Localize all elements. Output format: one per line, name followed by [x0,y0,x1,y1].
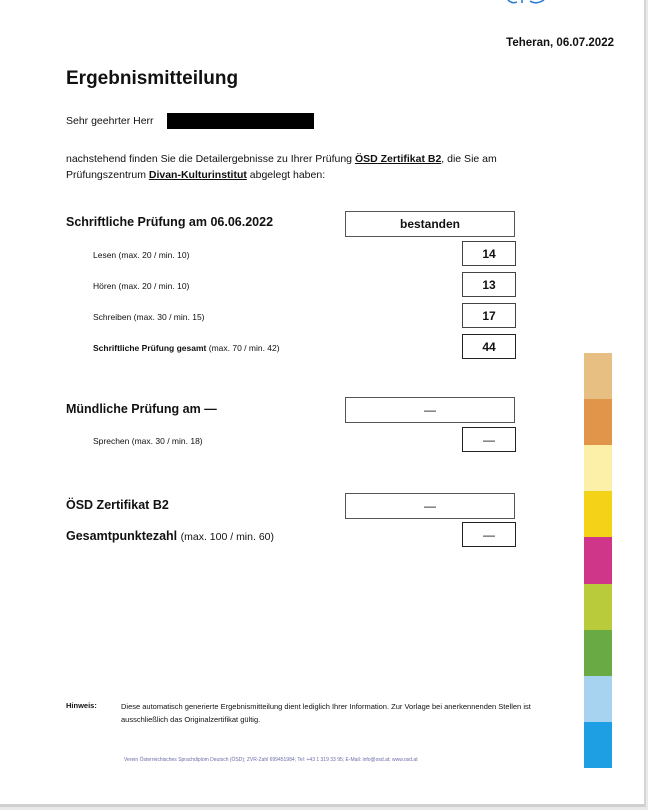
listening-range: (max. 20 / min. 10) [118,281,190,291]
speaking-score: — [462,427,516,452]
speaking-label: Sprechen [93,436,130,446]
listening-label: Hören [93,281,117,291]
stripe-1 [584,353,612,399]
stripe-4 [584,491,612,537]
exam-name: ÖSD Zertifikat B2 [354,153,442,165]
written-exam-title: Schriftliche Prüfung am 06.06.2022 [66,215,274,229]
listening-row [93,281,189,291]
intro-text-3: Prüfungszentrum [66,169,149,181]
stripe-3 [584,445,612,491]
written-result-box: bestanden [345,211,515,237]
certificate-result-box: — [345,493,515,519]
total-points-row [66,529,274,543]
total-points-label: Gesamtpunktezahl [66,529,178,543]
stripe-9 [584,722,612,768]
color-stripe [584,353,612,768]
stripe-6 [584,584,612,630]
writing-label: Schreiben [93,312,132,322]
reading-label: Lesen [93,250,117,260]
intro-text-4: abgelegt haben: [246,169,326,181]
writing-range: (max. 30 / min. 15) [133,312,205,322]
intro-text-2: , die Sie am [441,153,497,165]
written-total-score: 44 [462,334,516,359]
stripe-5 [584,537,612,583]
writing-row [93,312,205,322]
institute-name: Divan-Kulturinstitut [148,169,247,181]
stripe-2 [584,399,612,445]
reading-range: (max. 20 / min. 10) [118,250,190,260]
oral-result-box: — [345,397,515,423]
speaking-row [93,436,203,446]
stripe-7 [584,630,612,676]
document-date: Teheran, 06.07.2022 [506,37,614,49]
intro-text-1: nachstehend finden Sie die Detailergebnisse zu Ihrer Prüfung [66,153,355,165]
stripe-8 [584,676,612,722]
hint-text: Diese automatisch generierte Ergebnismitteilung dient lediglich Ihrer Information. Zur Vorlage bei anerkennenden Stellen ist ausschließlich das Originalzertifikat gültig. [121,702,531,724]
salutation: Sehr geehrter Herr [66,115,154,127]
total-points-score: — [462,522,516,547]
reading-row [93,250,189,260]
oral-exam-title: Mündliche Prüfung am — [66,402,217,416]
written-total-row [93,343,280,353]
written-total-range: (max. 70 / min. 42) [208,343,280,353]
page-title: Ergebnismitteilung [66,68,239,89]
total-points-range: (max. 100 / min. 60) [180,531,274,543]
hint-label: Hinweis: [66,701,97,710]
listening-score: 13 [462,272,516,297]
writing-score: 17 [462,303,516,328]
osd-logo-fragment [506,0,552,5]
speaking-range: (max. 30 / min. 18) [131,436,203,446]
intro-paragraph [66,151,566,183]
written-total-label: Schriftliche Prüfung gesamt [93,343,207,353]
footer-text: Verein Österreichisches Sprachdiplom Deutsch (ÖSD); ZVR-Zahl 699451984; Tel: +43 1 319 33 95; E-Mail: info@osd.at; www.osd.at [124,757,418,763]
reading-score: 14 [462,241,516,266]
certificate-title: ÖSD Zertifikat B2 [66,498,169,512]
redacted-name [167,113,314,129]
